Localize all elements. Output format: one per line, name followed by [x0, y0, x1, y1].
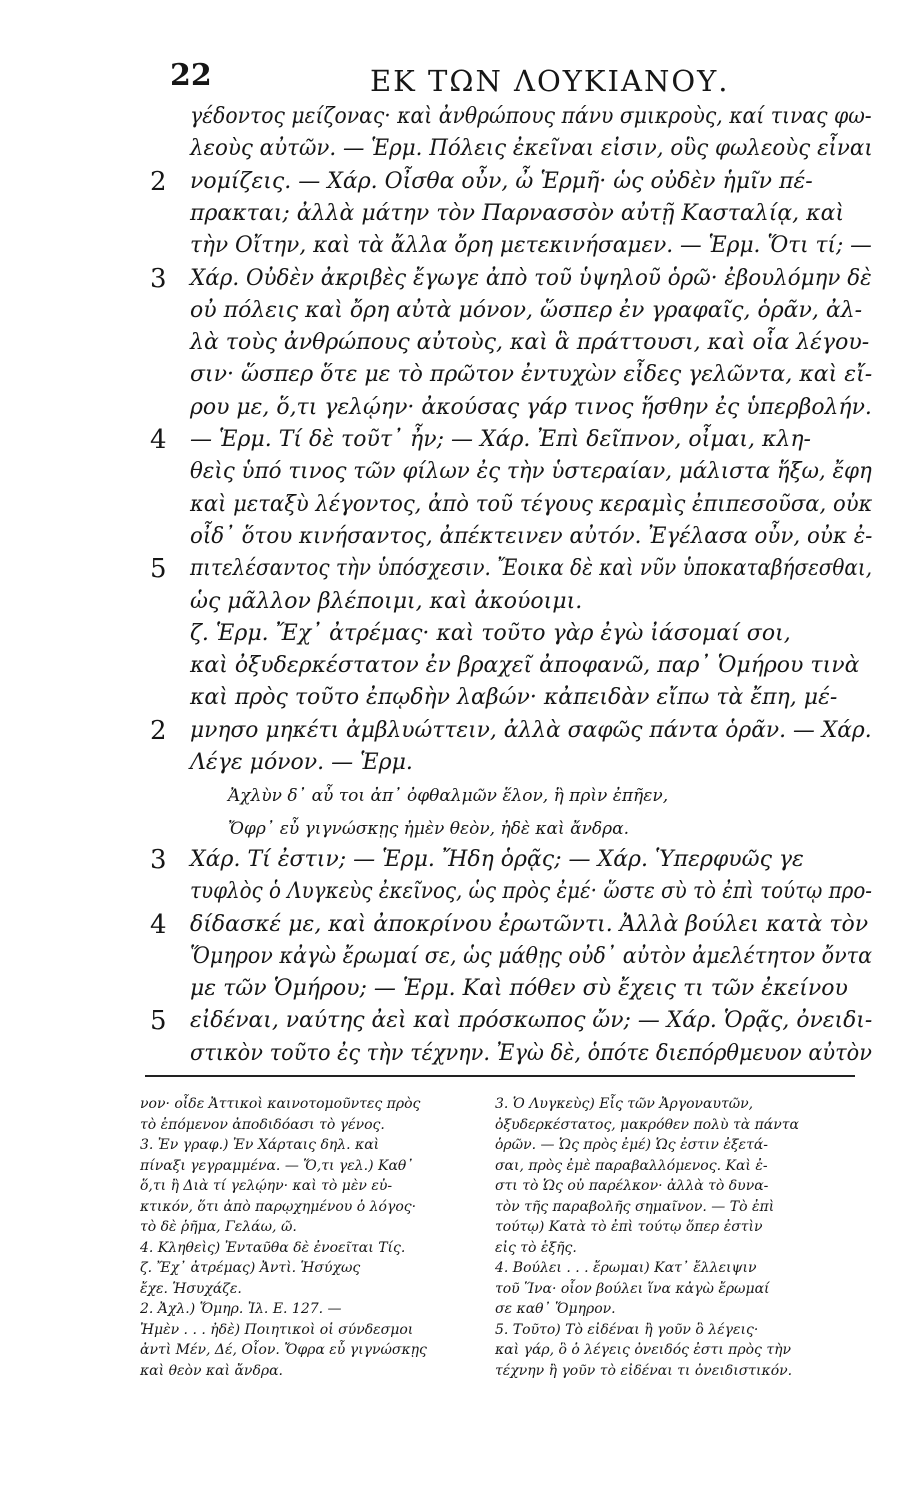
- line-text: τυφλὸς ὁ Λυγκεὺς ἐκεῖνος, ὡς πρὸς ἐμέ· ὥστε σὺ τὸ ἐπὶ τούτῳ προ-: [190, 879, 873, 905]
- line-text: τὴν Οἴτην, καὶ τὰ ἄλλα ὄρη μετεκινήσαμεν. — Ἑρμ. Ὅτι τί; —: [190, 233, 872, 259]
- line-text: Χάρ. Τί ἐστιν; — Ἑρμ. Ἤδη ὁρᾷς; — Χάρ. Ὑπερφυῶς γε: [190, 846, 804, 872]
- line-text: εἰδέναι, ναύτης ἀεὶ καὶ πρόσκωπος ὤν; — Χάρ. Ὁρᾷς, ὀνειδι-: [190, 1008, 873, 1034]
- text-line: [0, 1039, 902, 1073]
- section-number: 2: [150, 715, 167, 746]
- footnote-line: πίναξι γεγραμμένα. — Ὅ,τι γελ.) Καθ᾽: [140, 1157, 414, 1174]
- footnote-divider: [145, 1075, 855, 1077]
- line-text: οἶδ᾽ ὅτου κινήσαντος, ἀπέκτεινεν αὐτόν. Ἐγέλασα οὖν, οὐκ ἐ-: [190, 523, 873, 549]
- footnote-line: τούτῳ) Κατὰ τὸ ἐπὶ τούτῳ ὅπερ ἐστὶν: [495, 1219, 763, 1235]
- line-text: ρου με, ὅ,τι γελῴην· ἀκούσας γάρ τινος ἥσθην ἐς ὑπερβολήν.: [190, 394, 872, 420]
- line-text: Χάρ. Οὐδὲν ἀκριβὲς ἔγωγε ἀπὸ τοῦ ὑψηλοῦ ὁρῶ· ἐβουλόμην δὲ: [190, 265, 872, 291]
- line-text: ὡς μᾶλλον βλέποιμι, καὶ ἀκούοιμι.: [190, 588, 583, 614]
- text-line: [0, 102, 902, 136]
- line-text: θεὶς ὑπό τινος τῶν φίλων ἐς τὴν ὑστεραίαν, μάλιστα ἥξω, ἔφη: [190, 459, 872, 485]
- footnote-line: 4. Βούλει . . . ἔρωμαι) Κατ᾽ ἔλλειψιν: [495, 1260, 757, 1276]
- footnote-line: στι τὸ Ὡς οὐ παρέλκον· ἀλλὰ τὸ δυνα-: [495, 1178, 769, 1194]
- section-number: 5: [150, 1006, 167, 1037]
- footnote-line: 5. Τοῦτο) Τὸ εἰδέναι ἢ γοῦν ὃ λέγεις·: [495, 1321, 759, 1338]
- text-line: [0, 554, 902, 588]
- footnotes-right-column: [495, 1096, 840, 1383]
- line-text: πιτελέσαντος τὴν ὑπόσχεσιν. Ἔοικα δὲ καὶ νῦν ὑποκαταβήσεσθαι,: [190, 556, 873, 582]
- text-line: [0, 942, 902, 976]
- footnote-line: ὅ,τι ἢ Διὰ τί γελῴην· καὶ τὸ μὲν εὐ-: [140, 1178, 393, 1194]
- text-line: [0, 813, 902, 847]
- text-line: [0, 1006, 902, 1040]
- text-line: [0, 522, 902, 556]
- text-line: [0, 231, 902, 265]
- line-text: νομίζεις. — Χάρ. Οἶσθα οὖν, ὦ Ἑρμῆ· ὡς οὐδὲν ἡμῖν πέ-: [190, 168, 813, 194]
- line-text: Ὅμηρον κἀγὼ ἔρωμαί σε, ὡς μάθῃς οὐδ᾽ αὐτὸν ἀμελέτητον ὄντα: [190, 943, 873, 969]
- footnote-line: 4. Κληθεὶς) Ἐνταῦθα δὲ ἐνοεῖται Τίς.: [140, 1239, 406, 1256]
- line-text: με τῶν Ὁμήρου; — Ἑρμ. Καὶ πόθεν σὺ ἔχεις τι τῶν ἐκείνου: [190, 976, 848, 1002]
- footnote-line: κτικόν, ὅτι ἀπὸ παρῳχημένου ὁ λόγος·: [140, 1198, 417, 1215]
- line-text: στικὸν τοῦτο ἐς τὴν τέχνην. Ἐγὼ δὲ, ὁπότε διεπόρθμευον αὐτὸν: [190, 1040, 872, 1066]
- line-text: Λέγε μόνον. — Ἑρμ.: [190, 750, 413, 775]
- text-line: [0, 877, 902, 911]
- text-line: [0, 167, 902, 201]
- line-text: πρακται; ἀλλὰ μάτην τὸν Παρνασσὸν αὐτῇ Κασταλίᾳ, καὶ: [190, 200, 845, 226]
- line-text: καὶ πρὸς τοῦτο ἐπῳδὴν λαβών· κἀπειδὰν εἴπω τὰ ἔπη, μέ-: [190, 685, 838, 711]
- footnote-line: σε καθ᾽ Ὅμηρον.: [495, 1301, 616, 1317]
- footnote-line: καὶ θεὸν καὶ ἄνδρα.: [140, 1362, 284, 1379]
- footnote-line: σαι, πρὸς ἐμὲ παραβαλλόμενος. Καὶ ἐ-: [495, 1157, 768, 1174]
- text-line: [0, 393, 902, 427]
- text-line: [0, 199, 902, 233]
- text-line: [0, 587, 902, 621]
- footnote-line: Ἠμὲν . . . ἠδὲ) Ποιητικοὶ οἱ σύνδεσμοι: [140, 1321, 414, 1338]
- footnote-line: τὸν τῆς παραβολῆς σημαῖνον. — Τὸ ἐπὶ: [495, 1198, 775, 1215]
- section-number: 4: [150, 909, 167, 940]
- line-text: δίδασκέ με, καὶ ἀποκρίνου ἐρωτῶντι. Ἀλλὰ βούλει κατὰ τὸν: [190, 911, 869, 937]
- footnote-line: ζ. Ἔχ᾽ ἀτρέμας) Ἀντὶ. Ἡσύχως: [140, 1260, 361, 1276]
- line-text: λεοὺς αὐτῶν. — Ἑρμ. Πόλεις ἐκεῖναι εἰσιν, οὓς φωλεοὺς εἶναι: [190, 136, 873, 162]
- text-line: [0, 845, 902, 879]
- line-text: γέδοντος μείζονας· καὶ ἀνθρώπους πάνυ σμικροὺς, καί τινας φω-: [190, 104, 872, 129]
- verse-quote-line: Ἀχλὺν δ᾽ αὖ τοι ἀπ᾽ ὀφθαλμῶν ἕλον, ἣ πρὶν ἐπῆεν,: [228, 786, 669, 807]
- footnote-line: ὁρῶν. — Ὡς πρὸς ἐμέ) Ὡς ἐστιν ἐξετά-: [495, 1137, 768, 1153]
- text-line: [0, 619, 902, 653]
- footnote-line: εἰς τὸ ἑξῆς.: [495, 1239, 577, 1256]
- footnote-line: τὸ ἑπόμενον ἀποδιδόασι τὸ γένος.: [140, 1116, 385, 1133]
- line-text: λὰ τοὺς ἀνθρώπους αὐτοὺς, καὶ ἃ πράττουσι, καὶ οἷα λέγου-: [190, 330, 870, 356]
- section-number: 3: [150, 844, 167, 875]
- text-line: [0, 974, 902, 1008]
- running-head: ΕΚ ΤΩΝ ΛΟΥΚΙΑΝΟΥ.: [370, 64, 730, 98]
- text-line: [0, 651, 902, 685]
- section-number: 4: [150, 425, 167, 455]
- text-line: [0, 360, 902, 394]
- footnote-line: ὀξυδερκέστατος, μακρόθεν πολὺ τὰ πάντα: [495, 1116, 799, 1133]
- verse-quote-line: Ὄφρ᾽ εὖ γιγνώσκῃς ἠμὲν θεὸν, ἠδὲ καὶ ἄνδρα.: [228, 818, 630, 839]
- footnotes-left-column: [140, 1096, 485, 1383]
- text-line: [0, 683, 902, 717]
- text-line: [0, 748, 902, 782]
- text-line: [0, 457, 902, 491]
- line-text: σιν· ὥσπερ ὅτε με τὸ πρῶτον ἐντυχὼν εἶδες γελῶντα, καὶ εἴ-: [190, 362, 873, 388]
- text-line: [0, 296, 902, 330]
- footnote-line: 3. Ὁ Λυγκεὺς) Εἷς τῶν Ἀργοναυτῶν,: [495, 1096, 754, 1112]
- footnote-line: τὸ δὲ ῥῆμα, Γελάω, ῶ.: [140, 1219, 297, 1235]
- line-text: μνησο μηκέτι ἀμβλυώττειν, ἀλλὰ σαφῶς πάντα ὁρᾶν. — Χάρ.: [190, 717, 872, 743]
- section-number: 3: [150, 263, 167, 294]
- text-line: [0, 425, 902, 459]
- line-text: οὐ πόλεις καὶ ὄρη αὐτὰ μόνον, ὥσπερ ἐν γραφαῖς, ὁρᾶν, ἀλ-: [190, 297, 863, 323]
- footnote-line: 3. Ἐν γραφ.) Ἐν Χάρταις δηλ. καὶ: [140, 1137, 380, 1153]
- text-line: [0, 716, 902, 750]
- text-line: [0, 910, 902, 944]
- footnote-line: ἀντὶ Μέν, Δέ, Οἷον. Ὄφρα εὖ γιγνώσκῃς: [140, 1342, 427, 1358]
- section-number: 2: [150, 166, 167, 197]
- text-line: [0, 264, 902, 298]
- text-line: [0, 328, 902, 362]
- line-text: καὶ ὀξυδερκέστατον ἐν βραχεῖ ἀποφανῶ, παρ᾽ Ὁμήρου τινὰ: [190, 653, 860, 679]
- footnote-line: τοῦ Ἵνα· οἷον βούλει ἵνα κἀγὼ ἔρωμαί: [495, 1280, 770, 1297]
- footnote-line: ἔχε. Ἡσυχάζε.: [140, 1280, 242, 1297]
- footnote-line: νον· οἶδε Ἀττικοὶ καινοτομοῦντες πρὸς: [140, 1096, 421, 1112]
- line-text: — Ἑρμ. Τί δὲ τοῦτ᾽ ἦν; — Χάρ. Ἐπὶ δεῖπνον, οἶμαι, κλη-: [190, 427, 811, 452]
- footnote-line: καὶ γάρ, ὃ ὁ λέγεις ὀνειδός ἐστι πρὸς τὴν: [495, 1342, 791, 1358]
- line-text: ζ. Ἑρμ. Ἔχ᾽ ἀτρέμας· καὶ τοῦτο γὰρ ἐγὼ ἰάσομαί σοι,: [190, 620, 791, 646]
- footnote-line: 2. Ἀχλ.) Ὅμηρ. Ἰλ. Ε. 127. —: [140, 1301, 342, 1317]
- footnote-line: τέχνην ἢ γοῦν τὸ εἰδέναι τι ὀνειδιστικόν.: [495, 1362, 793, 1379]
- text-line: [0, 134, 902, 168]
- section-number: 5: [150, 554, 167, 585]
- text-line: [0, 490, 902, 524]
- text-line: [0, 780, 902, 814]
- line-text: καὶ μεταξὺ λέγοντος, ἀπὸ τοῦ τέγους κεραμὶς ἐπιπεσοῦσα, οὐκ: [190, 491, 873, 517]
- page-number: 22: [170, 58, 212, 93]
